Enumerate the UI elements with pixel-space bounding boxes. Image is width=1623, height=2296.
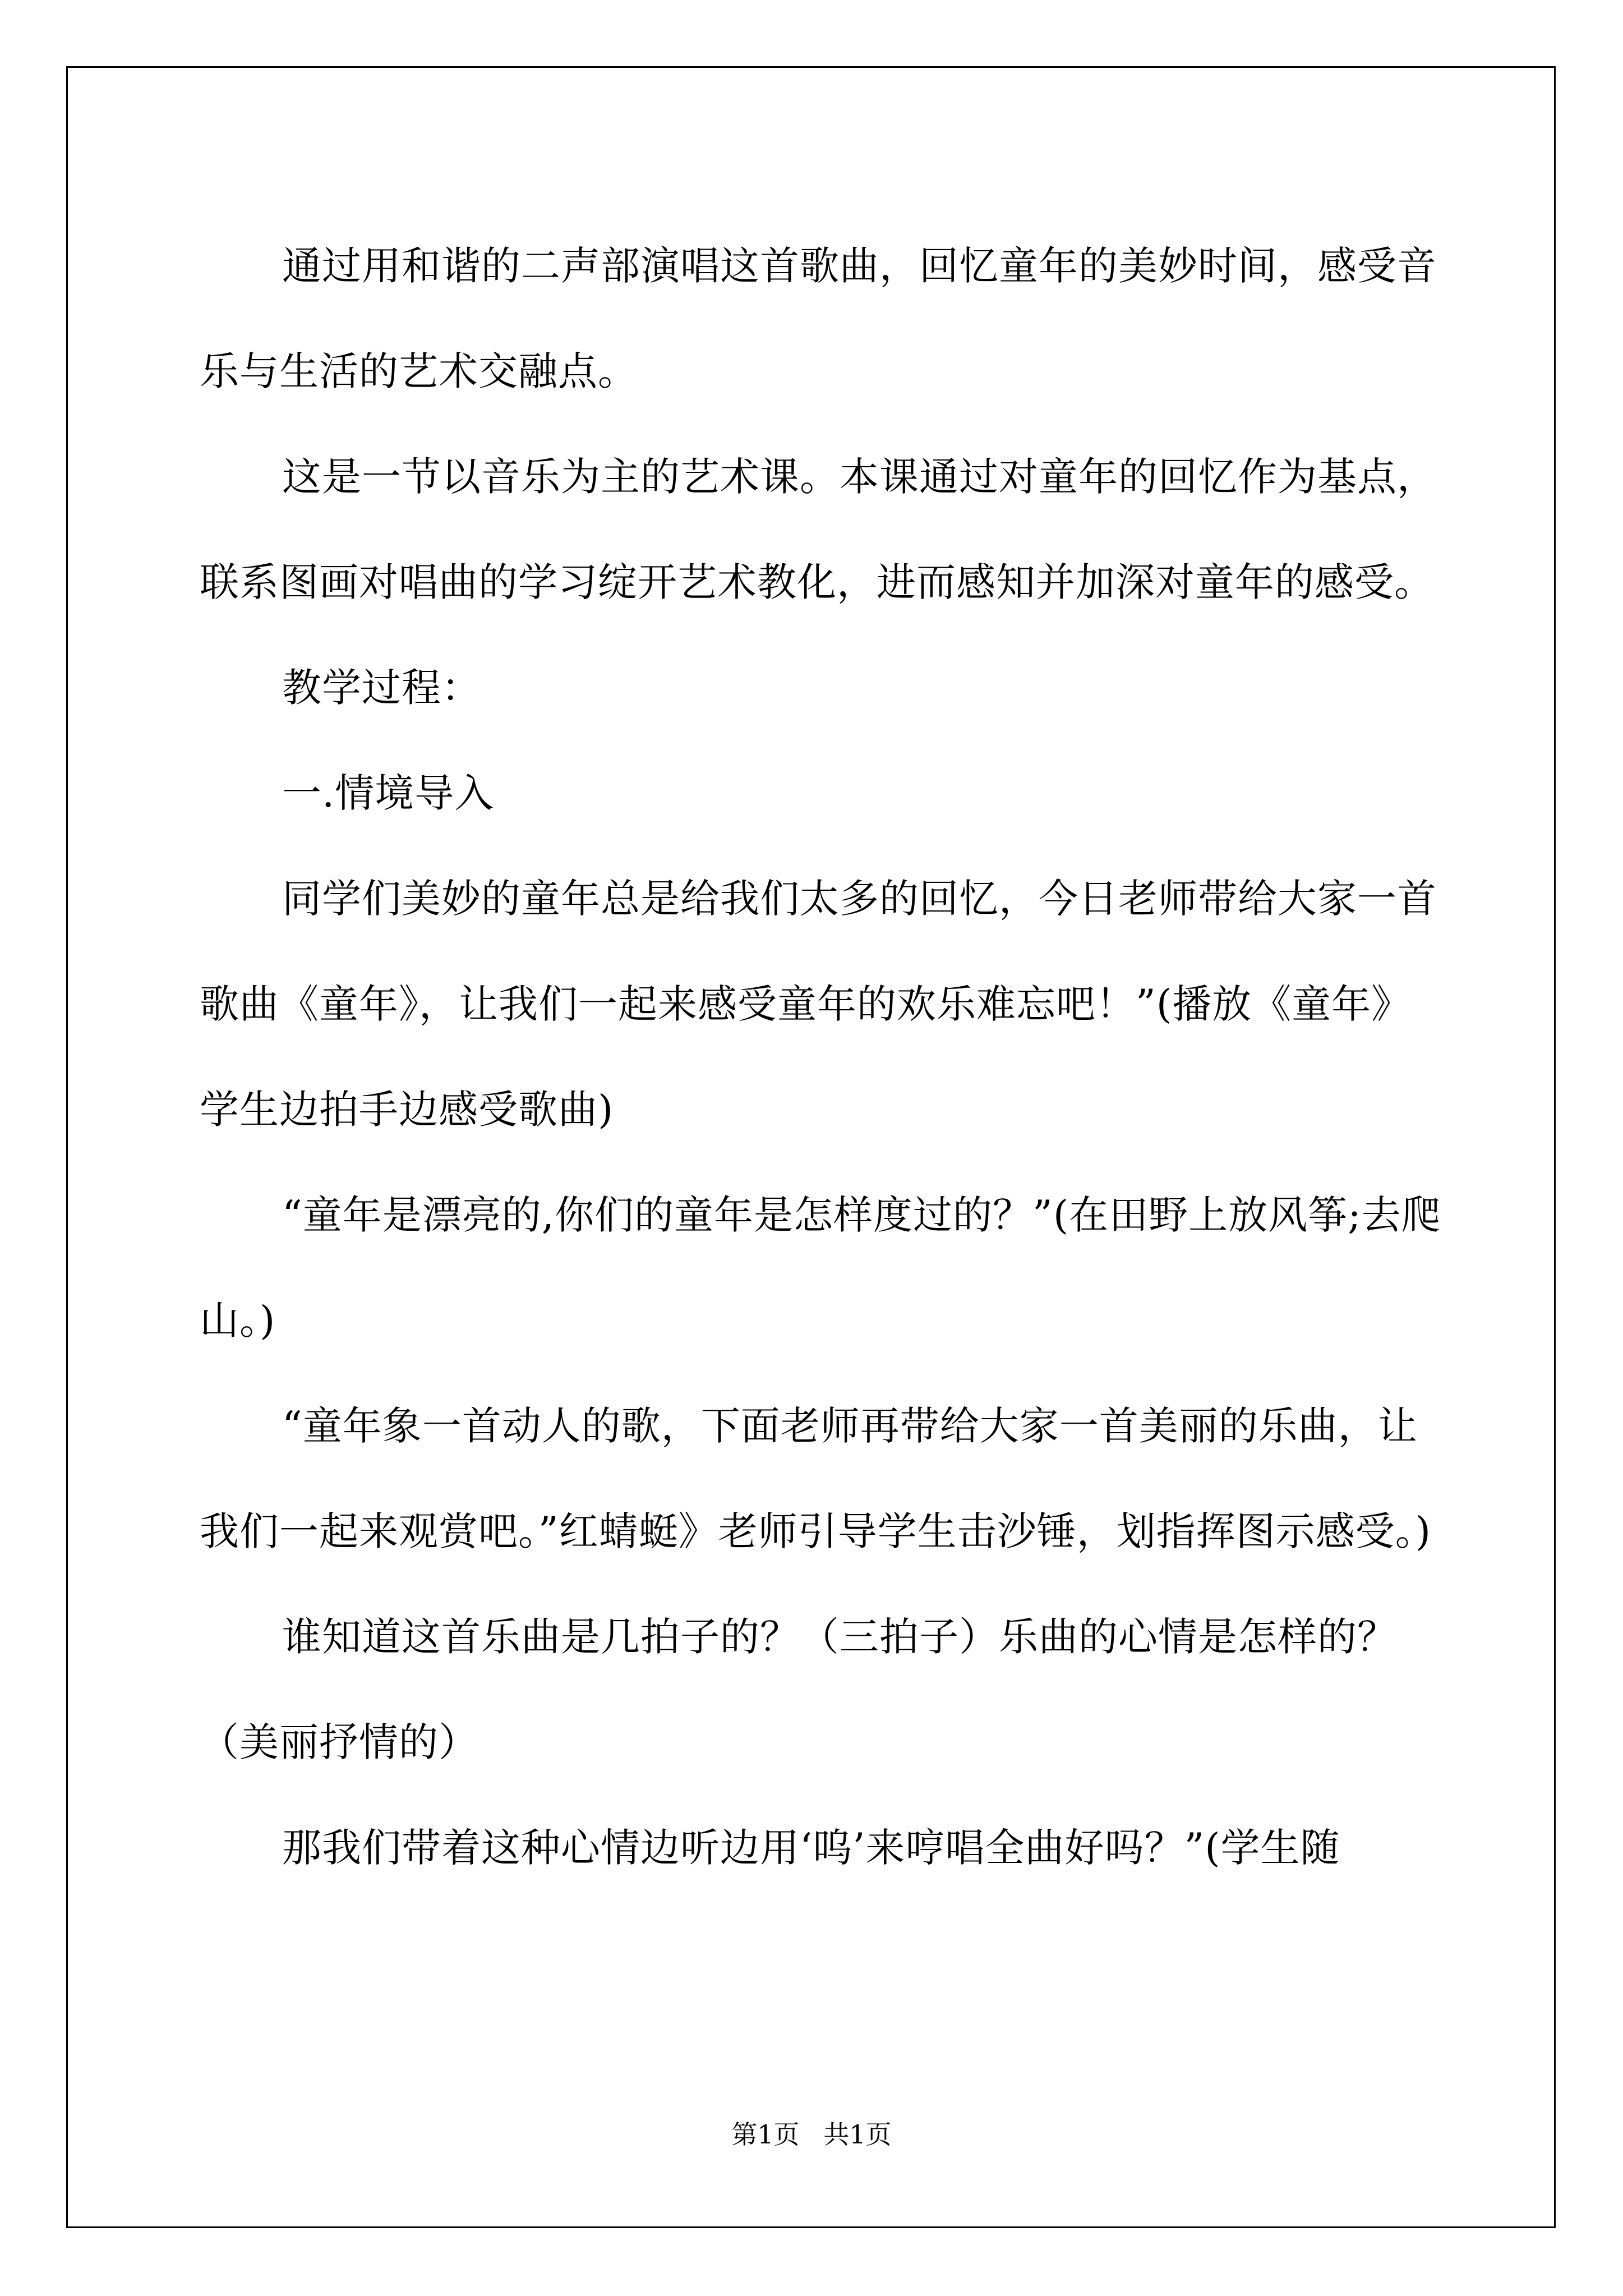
paragraph-4: 一.情境导入 bbox=[282, 770, 495, 816]
page-footer bbox=[0, 2118, 1623, 2151]
page-number: 第1页 bbox=[731, 2119, 800, 2150]
paragraph-2: 这是一节以音乐为主的艺术课。本课通过对童年的回忆作为基点，联系图画对唱曲的学习绽开艺术教化，进而感知并加深对童年的感受。 bbox=[200, 454, 1437, 605]
paragraph-5: 同学们美妙的童年总是给我们太多的回忆，今日老师带给大家一首歌曲《童年》，让我们一起来感受童年的欢乐难忘吧！”(播放《童年》学生边拍手边感受歌曲) bbox=[200, 876, 1437, 1133]
paragraph-6: “童年是漂亮的,你们的童年是怎样度过的？”(在田野上放风筝;去爬山。) bbox=[200, 1192, 1441, 1343]
paragraph-3: 教学过程： bbox=[282, 665, 481, 711]
paragraph-7: “童年象一首动人的歌，下面老师再带给大家一首美丽的乐曲，让我们一起来观赏吧。”红蜻蜓》老师引导学生击沙锤，划指挥图示感受。) bbox=[200, 1403, 1432, 1554]
paragraph-1: 通过用和谐的二声部演唱这首歌曲，回忆童年的美妙时间，感受音乐与生活的艺术交融点。 bbox=[200, 243, 1437, 394]
document-body bbox=[200, 213, 1442, 1901]
page-total: 共1页 bbox=[823, 2119, 892, 2150]
paragraph-9: 那我们带着这种心情边听边用‘呜’来哼唱全曲好吗？”(学生随 bbox=[282, 1825, 1340, 1871]
paragraph-8: 谁知道这首乐曲是几拍子的？（三拍子）乐曲的心情是怎样的？（美丽抒情的） bbox=[200, 1614, 1397, 1765]
